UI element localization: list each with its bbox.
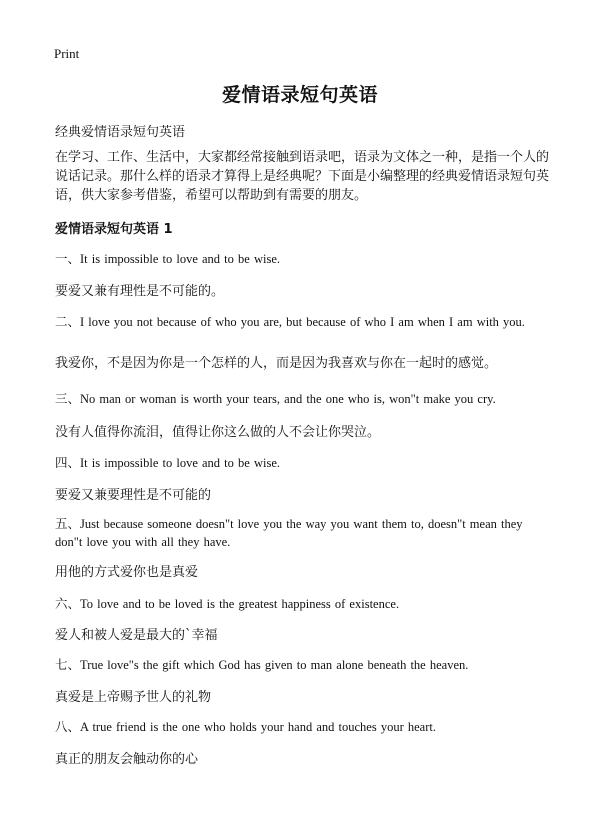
quote-en-4: 四、It is impossible to love and to be wise. xyxy=(55,456,280,470)
quote-en-1: 一、It is impossible to love and to be wise. xyxy=(55,252,280,266)
quote-en-7: 七、True love"s the gift which God has given to man alone beneath the heaven. xyxy=(55,658,469,672)
page-title: 爱情语录短句英语 xyxy=(221,84,378,106)
quote-zh-8: 真正的朋友会触动你的心 xyxy=(55,752,199,767)
quote-zh-6: 爱人和被人爱是最大的`幸福 xyxy=(55,628,218,643)
quote-zh-1: 要爱又兼有理性是不可能的。 xyxy=(55,284,225,299)
quote-zh-5: 用他的方式爱你也是真爱 xyxy=(55,565,199,580)
section-heading: 爱情语录短句英语 1 xyxy=(55,222,173,237)
subtitle: 经典爱情语录短句英语 xyxy=(55,125,186,140)
quote-en-3: 三、No man or woman is worth your tears, and the one who is, won"t make you cry. xyxy=(55,392,496,406)
quote-en-5: 五、Just because someone doesn"t love you the way you want them to, doesn"t mean they don"t love you with all they have. xyxy=(55,517,523,549)
quote-en-2: 二、I love you not because of who you are, but because of who I am when I am with you. xyxy=(55,315,525,329)
quote-zh-7: 真爱是上帝赐予世人的礼物 xyxy=(55,690,212,705)
quote-zh-3: 没有人值得你流泪，值得让你这么做的人不会让你哭泣。 xyxy=(55,425,381,440)
quote-zh-4: 要爱又兼要理性是不可能的 xyxy=(55,488,212,503)
print-link[interactable]: Print xyxy=(54,46,80,61)
intro-paragraph: 在学习、工作、生活中，大家都经常接触到语录吧，语录为文体之一种，是指一个人的说话记录。那什么样的语录才算得上是经典呢？下面是小编整理的经典爱情语录短句英语，供大家参考借鉴，希望可以帮助到有需要的朋友。 xyxy=(55,150,550,203)
quote-en-8: 八、A true friend is the one who holds your hand and touches your heart. xyxy=(55,720,436,734)
quote-zh-2: 我爱你，不是因为你是一个怎样的人，而是因为我喜欢与你在一起时的感觉。 xyxy=(55,356,498,371)
quote-en-6: 六、To love and to be loved is the greatest happiness of existence. xyxy=(55,597,400,611)
